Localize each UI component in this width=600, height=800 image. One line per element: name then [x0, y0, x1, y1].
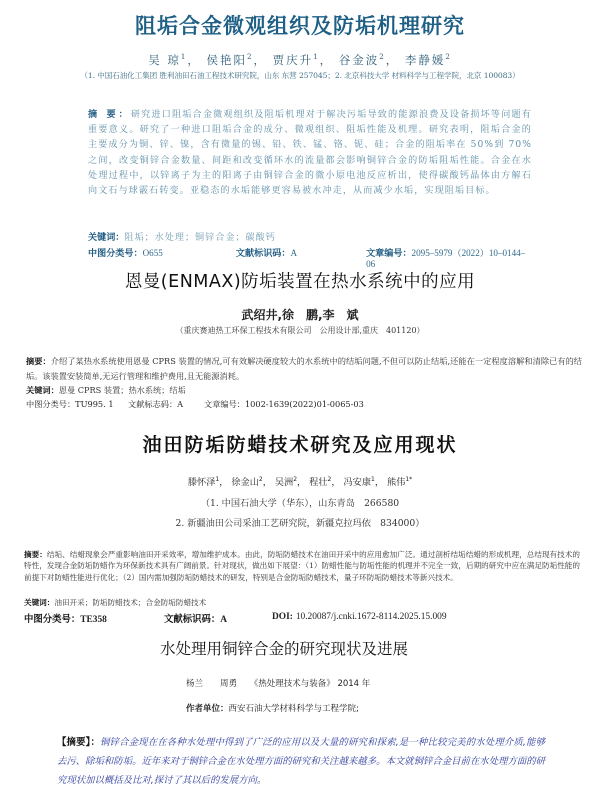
- article-2-authors: 武绍井,徐 鹏,李 斌: [241, 308, 359, 322]
- article-4-unit: [186, 702, 359, 714]
- article-1-title: 阻垢合金微观组织及防垢机理研究: [135, 14, 465, 38]
- article-no-value: 1002-1639(2022)01-0065-03: [244, 399, 364, 409]
- author-affiliation-mark: 2: [293, 475, 298, 483]
- article-1-affiliation: （1. 中国石油化工集团 胜利油田石油工程技术研究院，山东 东营 257045；2. 北京科技大学 材料科学与工程学院，北京 100083）: [80, 71, 520, 80]
- article-4-title: 水处理用铜锌合金的研究现状及进展: [160, 640, 409, 658]
- article-no: [366, 246, 532, 270]
- unit-label: 作者单位：: [186, 704, 229, 714]
- clc-value: O655: [142, 248, 163, 258]
- author: 吴洲: [274, 477, 294, 488]
- keywords-text: 油田开采；防垢防蜡技术；合金防垢防蜡技术: [54, 598, 207, 607]
- article-3-meta: [24, 611, 447, 625]
- abstract-label: 【摘要】：: [57, 737, 101, 748]
- doc-code: [236, 246, 366, 270]
- author-affiliation-mark: 1: [215, 475, 220, 483]
- article-no: [204, 399, 364, 410]
- author-affiliation-mark: 1*: [405, 475, 413, 483]
- author: 吴 琼: [148, 53, 181, 67]
- keywords-text: 恩曼 CPRS 装置；热水系统；结垢: [58, 385, 186, 395]
- article-no-value: 2095–5979（2022）10–0144–06: [366, 248, 526, 269]
- author-affiliation-mark: 1: [313, 53, 320, 62]
- article-3-abstract: [24, 549, 580, 583]
- doc-code-value: A: [290, 248, 298, 258]
- author: 程壮: [309, 477, 328, 488]
- article-3-authors: 滕怀泽$^1$， 徐金山$^2$， 吴洲$^2$， 程壮$^2$， 冯安康$^1$， 熊伟$^{1*}$: [187, 475, 413, 488]
- doi: [272, 611, 447, 625]
- abstract-text: 介绍了某热水系统使用恩曼 CPRS 装置的情况,可有效解决硬度较大的水系统中的结垢问题,不但可以防止结垢,还能在一定程度溶解和清除已有的结垢。该装置安装简单,无运行管理和维护费用,且无能源消耗。: [26, 356, 582, 381]
- author: 熊伟: [386, 477, 406, 488]
- doi-label: DOI:: [272, 612, 293, 622]
- article-4-abstract: [57, 733, 545, 790]
- author-affiliation-mark: 2: [445, 53, 452, 62]
- abstract-label: 摘 要：: [88, 110, 131, 120]
- author: 徐金山: [231, 477, 259, 488]
- keywords-text: 阻垢；水处理；铜锌合金；碳酸钙: [124, 233, 276, 243]
- clc-value: TE358: [80, 615, 107, 625]
- keywords-label: 关键词：: [26, 385, 59, 395]
- author: 滕怀泽: [187, 477, 216, 488]
- doi-value[interactable]: 10.20087/j.cnki.1672-8114.2025.15.009: [295, 612, 447, 622]
- author: 侯艳阳: [206, 53, 247, 67]
- clc-label: 中图分类号：: [24, 614, 81, 625]
- abstract-text: 铜锌合金现在在各种水处理中得到了广泛的应用以及大量的研究和探索,是一种比较完美的水处理介质,能够去污、除垢和防垢。近年来对于铜锌合金在水处理方面的研究和关注越来越多。本文就铜锌合金目前在水处理方面的研究现状加以概括及比对,探讨了其以后的发展方向。: [57, 737, 545, 786]
- article-2-title: 恩曼(ENMAX)防垢装置在热水系统中的应用: [124, 272, 476, 292]
- abstract-text: 研究进口阻垢合金微观组织及阻垢机理对于解决污垢导致的能源浪费及设备损坏等问题有重要意义。研究了一种进口阻垢合金的成分、微观组织、阻垢性能及机理。研究表明，阻垢合金的主要成分为铜、锌、镍，含有微量的锡、铅、铁、锰、铬、铌、硅；合金的阻垢率在 50%到 70%之间，改变铜锌合金数量、间距和改变循环水的流量都会影响铜锌合金的防垢阻垢性能。合金在水处理过程中，以锌离子为主的阳离子由铜锌合金的微小原电池反应析出，使得碳酸钙晶体由方解石向文石与球霰石转变。亚稳态的水垢能够更容易被水冲走，从而减少水垢，实现阻垢目标。: [88, 110, 532, 197]
- article-no-label: 文章编号：: [204, 399, 245, 409]
- author: 谷金波: [338, 53, 380, 67]
- author-affiliation-mark: 2: [379, 53, 386, 62]
- article-3-affiliation-1: （1. 中国石油大学（华东），山东青岛 266580: [200, 498, 400, 509]
- article-no-label: 文章编号：: [366, 249, 412, 259]
- doc-code-label: 文献标志码：: [128, 399, 178, 409]
- author-affiliation-mark: 2: [246, 53, 254, 62]
- doc-code-label: 文献标识码：: [235, 249, 291, 259]
- author-affiliation-mark: 1: [371, 475, 375, 483]
- author-affiliation-mark: 2: [258, 475, 263, 483]
- doc-code: [128, 399, 204, 410]
- article-2-meta: [26, 399, 364, 410]
- unit-value: 西安石油大学材料科学与工程学院;: [228, 704, 359, 714]
- keywords-label: 关键词：: [88, 233, 125, 243]
- doc-code-label: 文献标识码：: [164, 614, 221, 625]
- article-2-abstract: [26, 354, 582, 384]
- doc-code: [164, 611, 272, 625]
- article-2-affiliation: （重庆赛迪热工环保工程技术有限公司 公用设计部,重庆 401120）: [175, 326, 425, 335]
- author: 李静媛: [404, 53, 446, 67]
- abstract-label: 摘要：: [26, 356, 51, 366]
- clc-label: 中图分类号：: [26, 399, 76, 409]
- author: 冯安康: [343, 477, 372, 488]
- article-3-title: 油田防垢防蜡技术研究及应用现状: [142, 434, 458, 456]
- doc-code-value: A: [220, 615, 228, 625]
- abstract-label: 摘要：: [24, 550, 47, 559]
- clc: [26, 399, 128, 410]
- article-1-abstract: [88, 108, 532, 199]
- clc-label: 中图分类号：: [88, 249, 143, 259]
- clc: [88, 246, 236, 270]
- article-3-keywords: [24, 597, 206, 608]
- author-affiliation-mark: 2: [327, 475, 332, 483]
- doc-code-value: A: [177, 399, 184, 409]
- author-affiliation-mark: 1: [180, 53, 188, 62]
- article-2-keywords: [26, 385, 186, 396]
- article-1-authors: 吴 琼$^1$， 侯艳阳$^2$， 贾庆升$^1$， 谷金波$^2$， 李静媛$^2$: [148, 53, 452, 67]
- clc: [24, 611, 164, 625]
- article-3-affiliation-2: 2. 新疆油田公司采油工艺研究院，新疆克拉玛依 834000）: [175, 518, 425, 529]
- article-1-keywords: [88, 230, 276, 243]
- article-4-authors: 杨兰 周勇 《热处理技术与装备》 2014 年: [186, 679, 371, 689]
- abstract-text: 结垢、结蜡现象会严重影响油田开采效率，增加维护成本。由此，防垢防蜡技术在油田开采中的应用愈加广泛。通过剖析结垢结蜡的形成机理，总结现有技术的特性，发现合金防垢防蜡作为环保新技术具有广阔前景。针对现状，做出如下展望：（1）防蜡性能与防垢性能的机理并不完全一致，后期的研究中应在满足防垢性能的前提下对防蜡性能进行优化；（2）国内需加强防垢防蜡技术的研发，特别是合金防垢防蜡技术，量子环防垢防蜡技术等新兴技术。: [24, 550, 581, 582]
- keywords-label: 关键词：: [24, 598, 55, 607]
- article-1-meta: [88, 246, 532, 270]
- clc-value: TU995. 1: [75, 399, 114, 409]
- author: 贾庆升: [272, 53, 314, 67]
